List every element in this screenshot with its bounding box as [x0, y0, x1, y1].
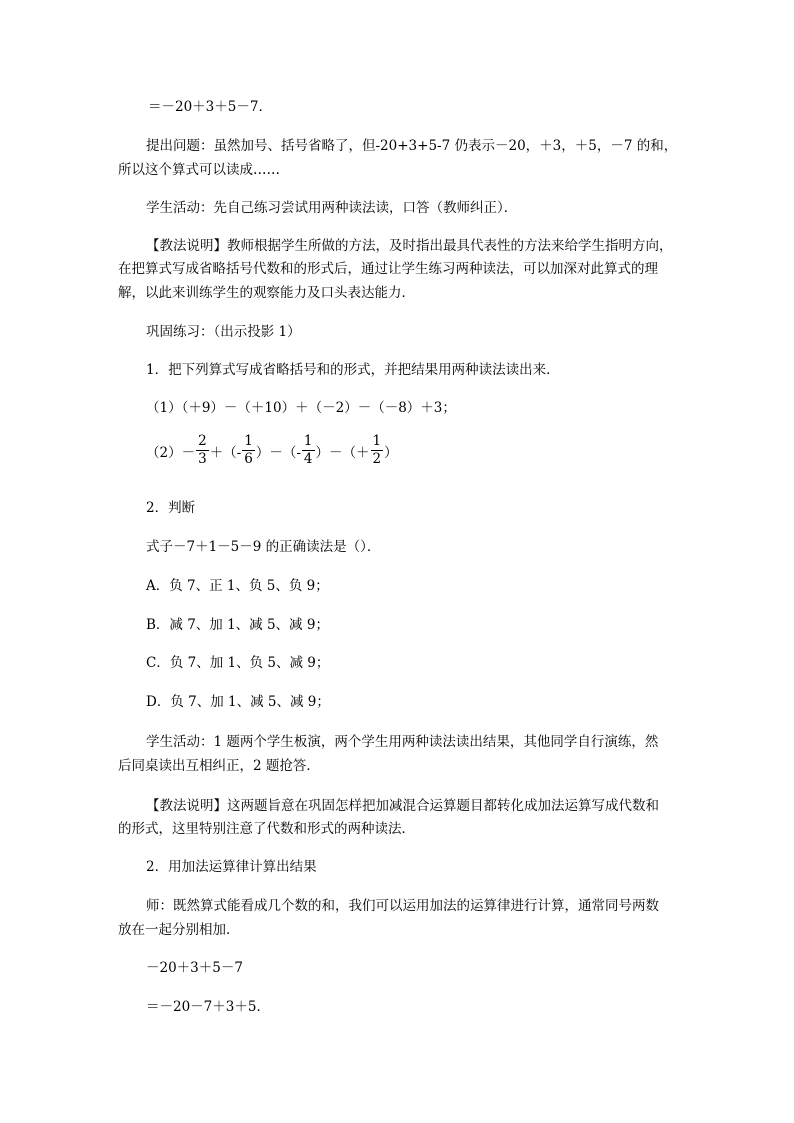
exercise-1-item-1: （1）（＋9）－（＋10）＋（－2）－（－8）＋3；: [146, 400, 456, 416]
teaching-note-2-line-1: 【教法说明】这两题旨意在巩固怎样把加减混合运算题目都转化成加法运算写成代数和: [146, 798, 659, 814]
exercise-2-question: 式子－7＋1－5－9 的正确读法是（）．: [146, 539, 381, 555]
question-line-1: 提出问题：虽然加号、括号省略了，但-20+3+5-7 仍表示－20，＋3，＋5，－7 的和，: [146, 138, 678, 154]
fraction-denominator: 6: [244, 451, 253, 467]
student-activity-2-line-2: 后同桌读出互相纠正，2 题抢答．: [118, 758, 320, 774]
student-activity-1: 学生活动：先自己练习尝试用两种读法读，口答（教师纠正）．: [146, 200, 518, 216]
fraction-numerator: 1: [372, 433, 382, 449]
question-line-2: 所以这个算式可以读成……: [118, 162, 280, 178]
fraction-denominator: 2: [372, 451, 382, 467]
section-heading-2: 2．用加法运算律计算出结果: [146, 859, 317, 875]
teacher-note-line-2: 放在一起分别相加．: [118, 922, 240, 938]
fraction-1-2: [371, 433, 384, 468]
fraction-numerator: 1: [303, 433, 313, 449]
teaching-note-1-line-1: 【教法说明】教师根据学生所做的方法，及时指出最具代表性的方法来给学生指明方向，: [146, 238, 673, 254]
teaching-note-2-line-2: 的形式，这里特别注意了代数和形式的两种读法．: [118, 821, 415, 837]
teaching-note-1-line-2: 在把算式写成省略括号代数和的形式后，通过让学生练习两种读法，可以加深对此算式的理: [118, 261, 658, 277]
fraction-numerator: 2: [198, 433, 207, 449]
fraction-denominator: 4: [303, 451, 313, 467]
option-c: C．负 7、加 1、负 5、减 9；: [146, 655, 330, 671]
fraction-1-6: [242, 433, 255, 468]
exercise-1-instruction: 1．把下列算式写成省略括号和的形式，并把结果用两种读法读出来．: [146, 362, 560, 378]
expr-suffix: ）: [384, 444, 398, 461]
option-a: A．负 7、正 1、负 5、负 9；: [146, 578, 329, 594]
fraction-numerator: 1: [244, 433, 253, 449]
teacher-note-line-1: 师：既然算式能看成几个数的和，我们可以运用加法的运算律进行计算，通常同号两数: [146, 898, 659, 914]
student-activity-2-line-1: 学生活动：1 题两个学生板演，两个学生用两种读法读出结果，其他同学自行演练，然: [146, 734, 659, 750]
expr-operator: ）－（-: [255, 444, 301, 461]
fraction-2-3: [196, 433, 209, 468]
expr-prefix: （2）－: [146, 444, 196, 461]
fraction-1-4: [302, 433, 315, 468]
expr-operator: ＋（-: [209, 444, 242, 461]
equation-line-1: ＝－20＋3＋5－7．: [148, 99, 272, 115]
expr-operator: ）－（＋: [315, 444, 370, 461]
option-d: D．负 7、加 1、减 5、减 9；: [146, 694, 330, 710]
teaching-note-1-line-3: 解，以此来训练学生的观察能力及口头表达能力．: [118, 285, 415, 301]
equation-line-2: －20＋3＋5－7: [146, 960, 243, 976]
option-b: B．减 7、加 1、减 5、减 9；: [146, 617, 329, 633]
fraction-denominator: 3: [198, 451, 207, 467]
equation-line-3: ＝－20－7＋3＋5．: [146, 999, 270, 1015]
exercise-2-heading: 2．判断: [146, 500, 196, 516]
exercise-1-item-2: [146, 433, 398, 468]
practice-heading: 巩固练习：（出示投影 1）: [146, 324, 301, 340]
